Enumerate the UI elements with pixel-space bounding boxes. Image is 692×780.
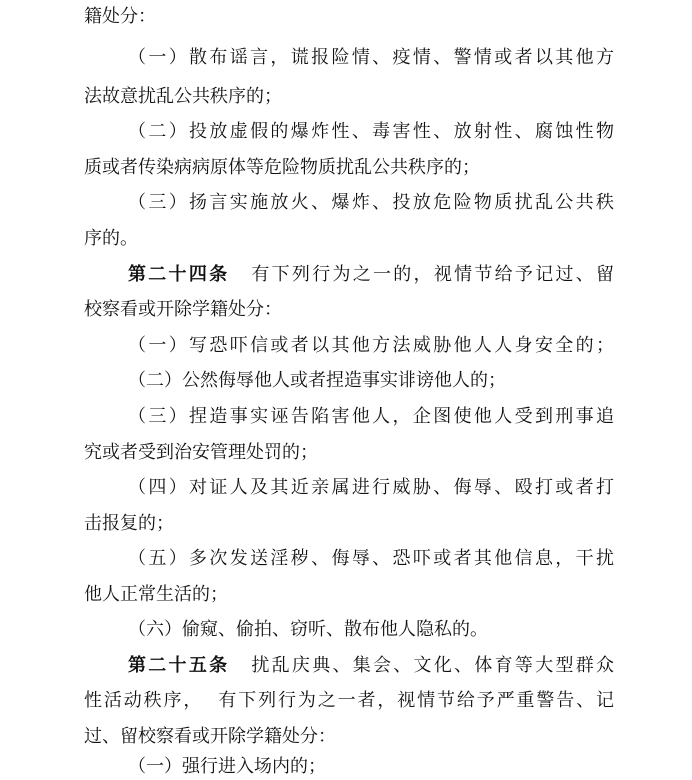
clause-item: （一）散布谣言，谎报险情、疫情、警情或者以其他方 [128,47,614,68]
article-text: 有下列行为之一的，视情节给予记过、留 [251,264,615,285]
clause-item: （一）写恐吓信或者以其他方法威胁他人人身安全的； [128,335,614,356]
article-24-line [128,262,614,288]
text-line: 过、留校察看或开除学籍处分： [84,726,336,747]
article-text: 扰乱庆典、集会、文化、体育等大型群众 [251,655,615,676]
clause-item: （三）扬言实施放火、爆炸、投放危险物质扰乱公共秩 [128,192,614,213]
clause-item: （六）偷窥、偷拍、窃听、散布他人隐私的。 [128,619,488,640]
clause-item: （三）捏造事实诬告陷害他人，企图使他人受到刑事追 [128,406,614,427]
text-line: 籍处分： [84,6,156,27]
text-line: 击报复的； [84,513,174,534]
clause-item: （二）公然侮辱他人或者捏造事实诽谤他人的； [128,370,506,391]
article-number: 第二十四条 [128,264,230,285]
text-line: 他人正常生活的； [84,584,228,605]
article-number: 第二十五条 [128,655,230,676]
text-line: 法故意扰乱公共秩序的； [84,86,282,107]
clause-item: （一）强行进入场内的； [128,756,326,777]
text-line: 序的。 [84,228,138,249]
clause-item: （四）对证人及其近亲属进行威胁、侮辱、殴打或者打 [128,477,614,498]
text-line: 校察看或开除学籍处分： [84,299,282,320]
clause-item: （二）投放虚假的爆炸性、毒害性、放射性、腐蚀性物 [128,121,614,142]
text-line: 性活动秩序， 有下列行为之一者，视情节给予严重警告、记 [84,690,614,711]
article-25-line [128,653,614,679]
text-line: 究或者受到治安管理处罚的； [84,442,318,463]
text-line: 质或者传染病病原体等危险物质扰乱公共秩序的； [84,157,480,178]
clause-item: （五）多次发送淫秽、侮辱、恐吓或者其他信息，干扰 [128,548,614,569]
